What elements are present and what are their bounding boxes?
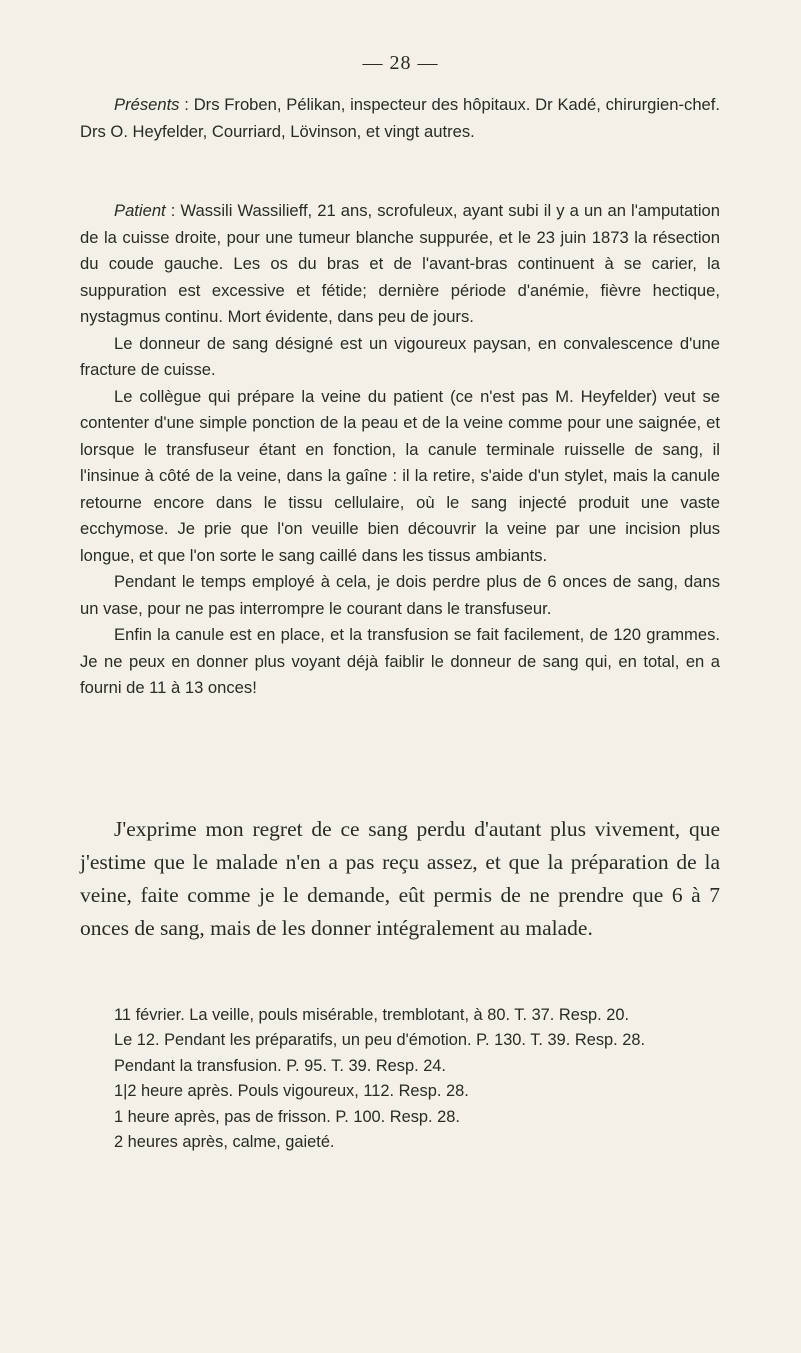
log-entry: Le 12. Pendant les préparatifs, un peu d'émotion. P. 130. T. 39. Resp. 28. (114, 1031, 646, 1050)
patient-lead: Patient (114, 201, 166, 220)
page-number: — 28 — (362, 52, 439, 74)
transfusion-paragraph: Enfin la canule est en place, et la transfusion se fait facilement, de 120 grammes. Je ne peux en donner plus voyant déjà faiblir le donneur de sang qui, en total, en a fourni de 11 à 13 onces! (80, 625, 720, 697)
regret-paragraph (80, 813, 720, 945)
log-entry: Pendant la transfusion. P. 95. T. 39. Resp. 24. (114, 1056, 446, 1075)
log-entry: 2 heures après, calme, gaieté. (114, 1133, 335, 1152)
log-entry: 11 février. La veille, pouls misérable, tremblotant, à 80. T. 37. Resp. 20. (114, 1006, 630, 1024)
regret-text: J'exprime mon regret de ce sang perdu d'autant plus vivement, que j'estime que le malade n'en a pas reçu assez, et que la préparation de la veine, faite comme je le demande, eût permis de ne prendre que 6 à 7 onces de sang, mais de les donner intégralement au malade. (80, 817, 720, 940)
log-entry: 1 heure après, pas de frisson. P. 100. Resp. 28. (114, 1107, 460, 1126)
attendees-paragraph (80, 92, 720, 145)
case-report (80, 198, 720, 702)
procedure-paragraph: Le collègue qui prépare la veine du patient (ce n'est pas M. Heyfelder) veut se contenter d'une simple ponction de la peau et de la veine comme pour une saignée, et lorsque le transfuseur étant en fonction, la canule terminale ruisselle de sang, il l'insinue à côté de la veine, dans la gaîne : il la retire, s'aide d'un stylet, mais la canule retourne encore dans le tissu cellulaire, où le sang injecté produit une vaste ecchymose. Je prie que l'on veuille bien découvrir la veine par une incision plus longue, et que l'on sorte le sang caillé dans les tissus ambiants. (80, 386, 720, 565)
blood-loss-paragraph: Pendant le temps employé à cela, je dois perdre plus de 6 onces de sang, dans un vase, pour ne pas interrompre le courant dans le transfuseur. (80, 572, 720, 618)
donor-paragraph: Le donneur de sang désigné est un vigoureux paysan, en convalescence d'une fracture de cuisse. (80, 333, 720, 379)
log-entry: 1|2 heure après. Pouls vigoureux, 112. Resp. 28. (114, 1082, 469, 1101)
vital-signs-log (80, 1003, 720, 1155)
patient-paragraph (80, 198, 720, 331)
patient-text: : Wassili Wassilieff, 21 ans, scrofuleux, ayant subi il y a un an l'amputation de la cuisse droite, pour une tumeur blanche suppurée, et le 23 juin 1873 la résection du coude gauche. Les os du bras et de l'avant-bras continuent à se carier, la suppuration est excessive et fétide; dernière période d'anémie, fièvre hectique, nystagmus continu. Mort évidente, dans peu de jours. (80, 201, 720, 326)
attendees-text: : Drs Froben, Pélikan, inspecteur des hôpitaux. Dr Kadé, chirurgien-chef. Drs O. Heyfelder, Courriard, Lövinson, et vingt autres. (80, 95, 720, 141)
attendees-lead: Présents (114, 95, 180, 114)
